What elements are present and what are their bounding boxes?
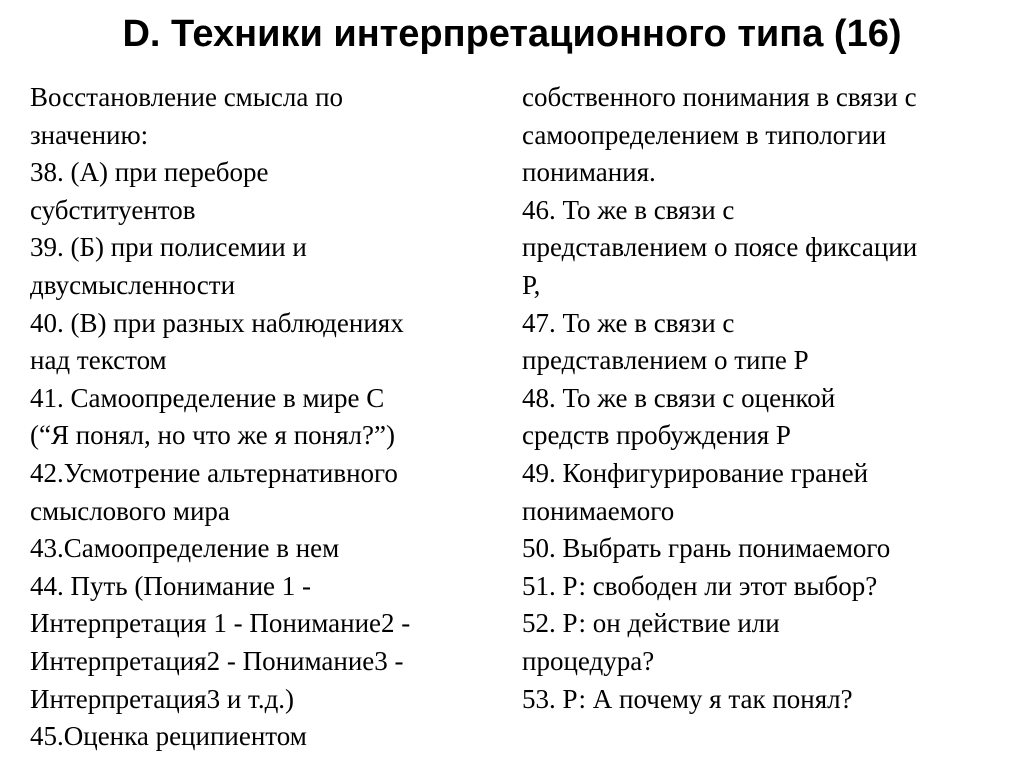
text-line: процедура? [522, 645, 655, 676]
slide-title: D. Техники интерпретационного типа (16) [122, 13, 902, 55]
text-line: 50. Выбрать грань понимаемого [522, 533, 891, 564]
text-line: (“Я понял, но что же я понял?”) [30, 420, 395, 451]
text-line: Интерпретация2 - Понимание3 - [30, 645, 404, 676]
text-line: 53. Р: А почему я так понял? [522, 683, 853, 714]
text-line: 46. То же в связи с [522, 194, 735, 225]
text-line: над текстом [30, 345, 167, 376]
text-line: понимания. [522, 157, 656, 188]
text-line: 40. (В) при разных наблюдениях [30, 307, 404, 338]
text-line: 44. Путь (Понимание 1 - [30, 570, 312, 601]
text-line: собственного понимания в связи с [522, 82, 917, 112]
text-line: 39. (Б) при полисемии и [30, 232, 307, 263]
text-line: 42.Усмотрение альтернативного [30, 457, 398, 488]
text-line: субституентов [30, 194, 196, 225]
text-line: Интерпретация3 и т.д.) [30, 683, 295, 714]
text-line: двусмысленности [30, 269, 236, 300]
text-line: представлением о типе Р [522, 345, 809, 376]
text-line: смыслового мира [30, 495, 230, 526]
text-line: значению: [30, 119, 149, 150]
text-line: 45.Оценка реципиентом [30, 721, 307, 752]
text-line: 47. То же в связи с [522, 307, 735, 338]
text-line: Восстановление смысла по [30, 82, 344, 112]
text-line: представлением о поясе фиксации [522, 232, 918, 263]
right-column [522, 79, 1004, 718]
text-line: Интерпретация 1 - Понимание2 - [30, 608, 411, 639]
text-line: 38. (А) при переборе [30, 157, 269, 188]
text-line: 43.Самоопределение в нем [30, 533, 340, 564]
text-line: 41. Самоопределение в мире С [30, 382, 385, 413]
text-line: 51. Р: свободен ли этот выбор? [522, 570, 878, 601]
text-line: средств пробуждения Р [522, 420, 791, 451]
text-line: понимаемого [522, 495, 675, 526]
text-line: самоопределением в типологии [522, 119, 887, 150]
text-line: 48. То же в связи с оценкой [522, 382, 836, 413]
left-column [30, 79, 508, 756]
text-line: 52. Р: он действие или [522, 608, 780, 639]
text-line: 49. Конфигурирование граней [522, 457, 869, 488]
text-line: Р, [522, 269, 541, 300]
